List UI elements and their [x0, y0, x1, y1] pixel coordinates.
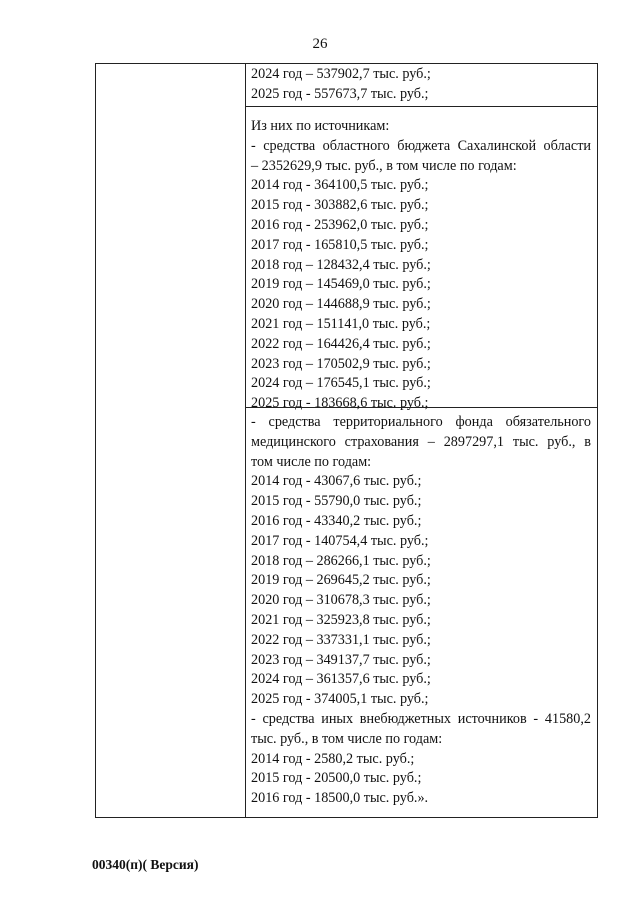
funding-line: 2019 год – 145469,0 тыс. руб.; — [251, 276, 431, 293]
table-left-column — [96, 64, 246, 817]
funding-line: 2019 год – 269645,2 тыс. руб.; — [251, 572, 431, 589]
funding-line: - средства иных внебюджетных источников - 41580,2 — [251, 711, 591, 727]
funding-line: 2022 год – 164426,4 тыс. руб.; — [251, 335, 431, 352]
funding-line: 2017 год - 140754,4 тыс. руб.; — [251, 532, 429, 549]
funding-line: 2021 год – 151141,0 тыс. руб.; — [251, 316, 431, 332]
funding-line: 2025 год - 374005,1 тыс. руб.; — [251, 691, 429, 708]
funding-line: - средства территориального фонда обязательного — [251, 414, 591, 430]
funding-line: 2024 год – 537902,7 тыс. руб.; — [251, 66, 431, 82]
funding-line: тыс. руб., в том числе по годам: — [251, 730, 443, 747]
funding-line: 2021 год – 325923,8 тыс. руб.; — [251, 612, 431, 628]
page-number: 26 — [312, 36, 328, 52]
funding-line: 2024 год – 176545,1 тыс. руб.; — [251, 375, 431, 392]
funding-line: том числе по годам: — [251, 453, 372, 470]
funding-line: 2014 год - 364100,5 тыс. руб.; — [251, 177, 429, 194]
funding-line: 2025 год - 183668,6 тыс. руб.; — [251, 395, 429, 412]
funding-line: - средства областного бюджета Сахалинской области — [251, 137, 591, 154]
funding-line: 2015 год - 20500,0 тыс. руб.; — [251, 770, 422, 787]
funding-line: 2024 год – 361357,6 тыс. руб.; — [251, 671, 431, 688]
funding-line: 2023 год – 170502,9 тыс. руб.; — [251, 355, 431, 372]
funding-line: медицинского страхования – 2897297,1 тыс. руб., в — [251, 433, 591, 450]
funding-line: 2017 год - 165810,5 тыс. руб.; — [251, 236, 429, 253]
funding-line: 2022 год – 337331,1 тыс. руб.; — [251, 631, 431, 648]
funding-line: 2025 год - 557673,7 тыс. руб.; — [251, 85, 429, 102]
funding-line: 2020 год – 144688,9 тыс. руб.; — [251, 296, 431, 313]
funding-line: 2014 год - 2580,2 тыс. руб.; — [251, 750, 415, 767]
funding-line: 2016 год - 253962,0 тыс. руб.; — [251, 217, 429, 233]
document-footer-code: 00340(п)( Версия) — [92, 857, 199, 872]
funding-line: 2016 год - 43340,2 тыс. руб.; — [251, 513, 422, 529]
funding-line: 2015 год - 303882,6 тыс. руб.; — [251, 197, 429, 214]
funding-line: 2020 год – 310678,3 тыс. руб.; — [251, 592, 431, 609]
funding-line: Из них по источникам: — [251, 118, 390, 134]
funding-line: 2018 год – 128432,4 тыс. руб.; — [251, 256, 431, 273]
funding-line: 2016 год - 18500,0 тыс. руб.». — [251, 790, 429, 807]
funding-table — [95, 63, 598, 818]
funding-line: 2015 год - 55790,0 тыс. руб.; — [251, 493, 422, 510]
funding-block-insurance-and-other — [246, 407, 597, 820]
funding-line: 2023 год – 349137,7 тыс. руб.; — [251, 651, 431, 668]
funding-line: 2018 год – 286266,1 тыс. руб.; — [251, 552, 431, 569]
funding-block-totals — [246, 64, 597, 106]
funding-line: – 2352629,9 тыс. руб., в том числе по годам: — [251, 157, 517, 174]
table-right-column — [246, 64, 597, 817]
funding-line: 2014 год - 43067,6 тыс. руб.; — [251, 473, 422, 490]
funding-block-regional-budget — [246, 106, 597, 412]
